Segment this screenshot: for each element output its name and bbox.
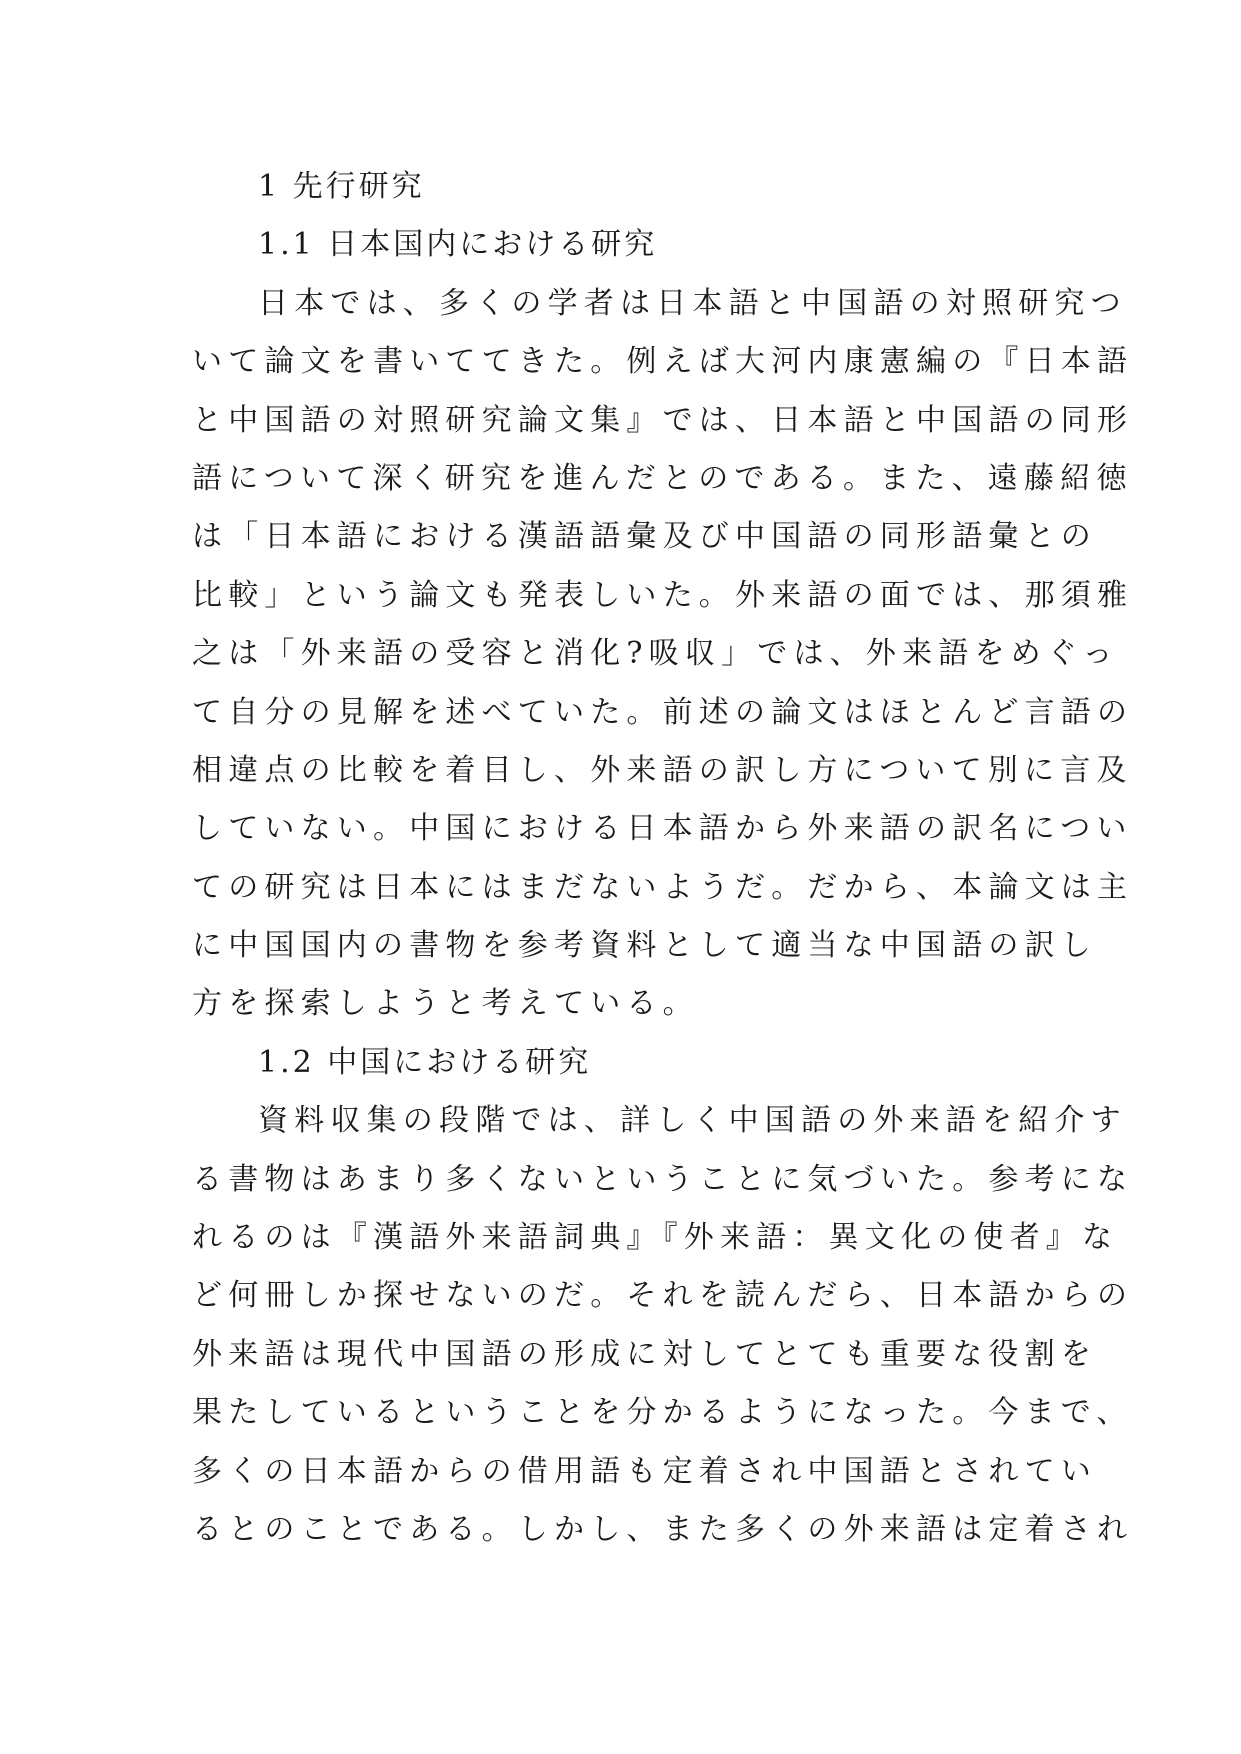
paragraph-line: と中国語の対照研究論文集』では、日本語と中国語の同形 <box>192 402 1134 438</box>
paragraph-line: る書物はあまり多くないということに気づいた。参考にな <box>192 1161 1134 1197</box>
subsection-heading-1-2: 1.2 中国における研究 <box>258 1044 592 1080</box>
paragraph-line: 外来語は現代中国語の形成に対してとても重要な役割を <box>192 1336 1097 1372</box>
paragraph-line: に中国国内の書物を参考資料として適当な中国語の訳し <box>192 928 1097 964</box>
subsection-heading-1-1: 1.1 日本国内における研究 <box>258 227 658 263</box>
paragraph-line: 語について深く研究を進んだとのである。また、遠藤紹徳 <box>192 460 1133 496</box>
paragraph-line: 之は「外来語の受容と消化?吸収」では、外来語をめぐっ <box>192 636 1119 672</box>
document-body <box>192 158 1134 1559</box>
paragraph-line: 資料収集の段階では、詳しく中国語の外来語を紹介す <box>258 1103 1127 1139</box>
paragraph-line: 相違点の比較を着目し、外来語の訳し方について別に言及 <box>192 752 1133 788</box>
paragraph-line: 多くの日本語からの借用語も定着され中国語とされてい <box>192 1453 1097 1489</box>
paragraph-line: て自分の見解を述べていた。前述の論文はほとんど言語の <box>192 694 1134 730</box>
paragraph-line: いて論文を書いててきた。例えば大河内康憲編の『日本語 <box>192 344 1134 380</box>
paragraph-line: 果たしているということを分かるようになった。今まで、 <box>192 1395 1133 1431</box>
paragraph-line: るとのことである。しかし、また多くの外来語は定着され <box>192 1511 1134 1547</box>
paragraph-line: 比較」という論文も発表しいた。外来語の面では、那須雅 <box>192 577 1134 613</box>
paragraph-line: 方を探索しようと考えている。 <box>192 986 699 1022</box>
paragraph-line: していない。中国における日本語から外来語の訳名につい <box>192 811 1133 847</box>
paragraph-line: ての研究は日本にはまだないようだ。だから、本論文は主 <box>192 869 1134 905</box>
section-heading-1: 1 先行研究 <box>258 169 425 204</box>
paragraph-line: 日本では、多くの学者は日本語と中国語の対照研究つ <box>258 285 1127 321</box>
paragraph-line: れるのは『漢語外来語詞典』『外来語：異文化の使者』な <box>192 1220 1119 1256</box>
paragraph-line: は「日本語における漢語語彙及び中国語の同形語彙との <box>192 519 1097 555</box>
paragraph-line: ど何冊しか探せないのだ。それを読んだら、日本語からの <box>192 1278 1134 1314</box>
